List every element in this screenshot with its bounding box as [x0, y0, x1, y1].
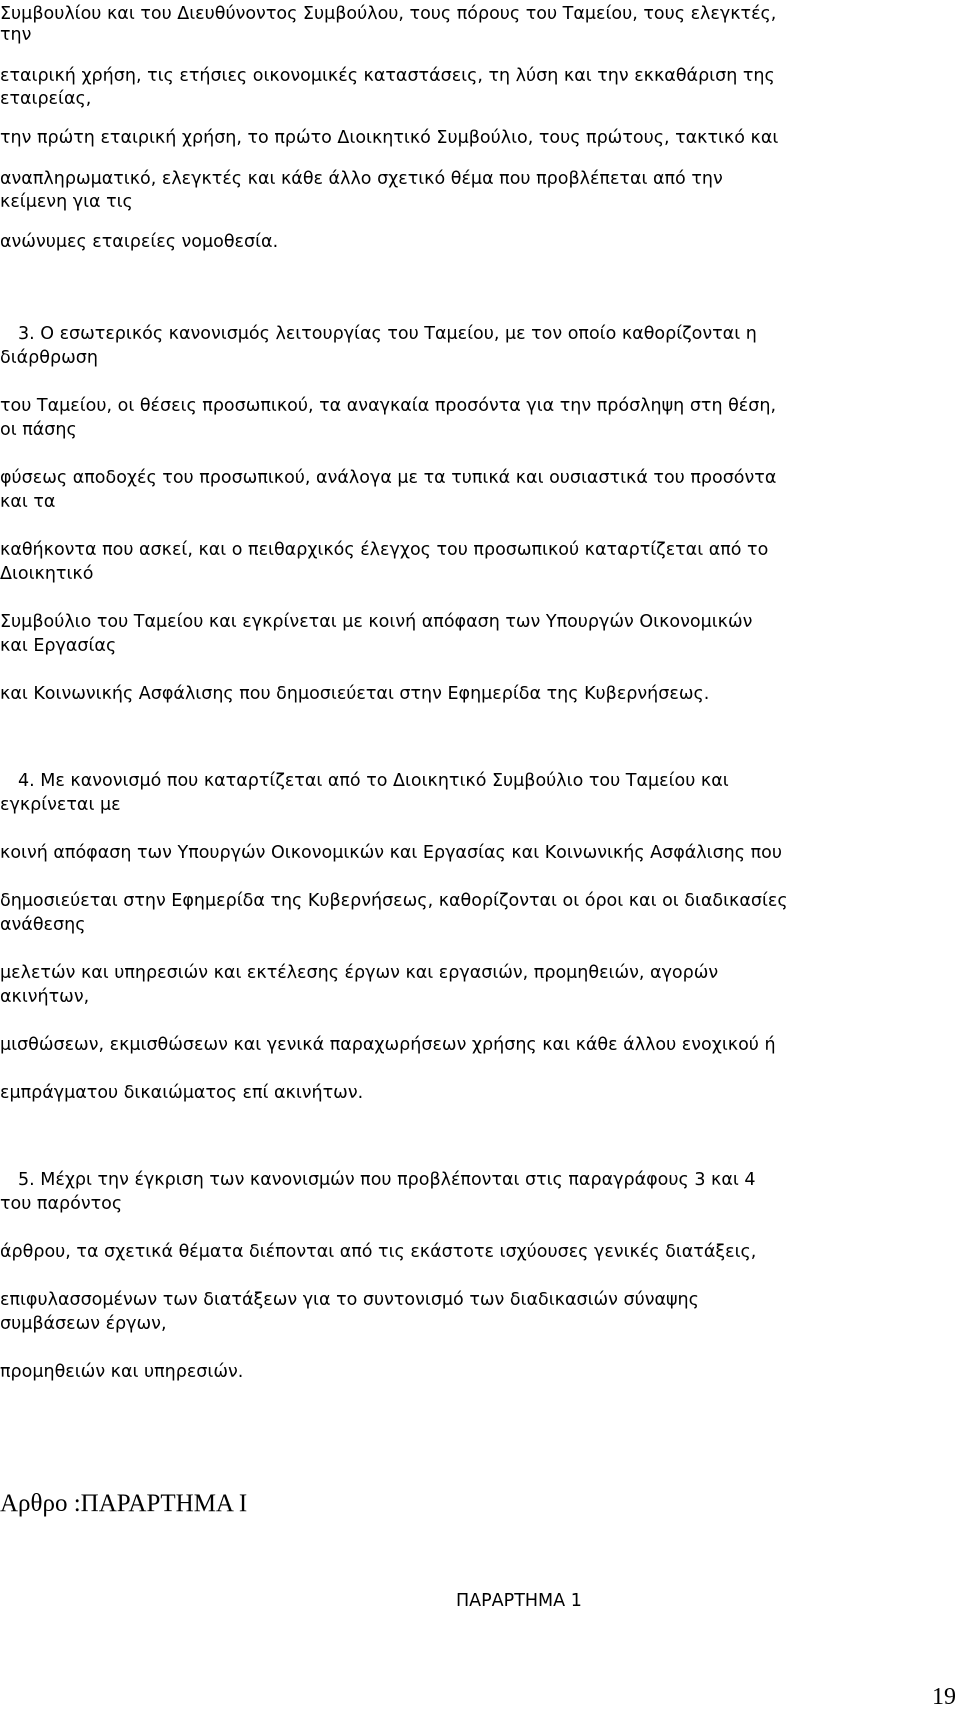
text-line: 4. Με κανονισμό που καταρτίζεται από το Διοικητικό Συμβούλιο του Ταμείου και: [18, 771, 729, 791]
text-line: μισθώσεων, εκμισθώσεων και γενικά παραχωρήσεων χρήσης και κάθε άλλου ενοχικού ή: [0, 1035, 776, 1055]
text-line: ανώνυμες εταιρείες νομοθεσία.: [0, 232, 279, 252]
text-line: μελετών και υπηρεσιών και εκτέλεσης έργων και εργασιών, προμηθειών, αγορών: [0, 963, 719, 983]
text-line: την: [0, 25, 32, 45]
text-line: οι πάσης: [0, 420, 77, 440]
text-line: την πρώτη εταιρική χρήση, το πρώτο Διοικητικό Συμβούλιο, τους πρώτους, τακτικό και: [0, 128, 779, 148]
text-line: δημοσιεύεται στην Εφημερίδα της Κυβερνήσεως, καθορίζονται οι όροι και οι διαδικασίες: [0, 891, 788, 911]
text-line: Διοικητικό: [0, 564, 94, 584]
text-line: του Ταμείου, οι θέσεις προσωπικού, τα αναγκαία προσόντα για την πρόσληψη στη θέση,: [0, 396, 777, 416]
text-line: επιφυλασσομένων των διατάξεων για το συντονισμό των διαδικασιών σύναψης: [0, 1290, 699, 1310]
text-line: και Εργασίας: [0, 636, 117, 656]
page-number: 19: [932, 1684, 956, 1710]
text-line: καθήκοντα που ασκεί, και ο πειθαρχικός έλεγχος του προσωπικού καταρτίζεται από το: [0, 540, 769, 560]
text-line: εμπράγματου δικαιώματος επί ακινήτων.: [0, 1083, 364, 1103]
text-line: εγκρίνεται με: [0, 795, 121, 815]
text-line: άρθρου, τα σχετικά θέματα διέπονται από τις εκάστοτε ισχύουσες γενικές διατάξεις,: [0, 1242, 757, 1262]
text-line: 5. Μέχρι την έγκριση των κανονισμών που προβλέπονται στις παραγράφους 3 και 4: [18, 1170, 756, 1190]
text-line: αναπληρωματικό, ελεγκτές και κάθε άλλο σχετικό θέμα που προβλέπεται από την: [0, 169, 723, 189]
text-line: εταιρείας,: [0, 89, 92, 109]
text-line: Συμβούλιο του Ταμείου και εγκρίνεται με κοινή απόφαση των Υπουργών Οικονομικών: [0, 612, 753, 632]
text-line: και τα: [0, 492, 56, 512]
text-line: και Κοινωνικής Ασφάλισης που δημοσιεύεται στην Εφημερίδα της Κυβερνήσεως.: [0, 684, 710, 704]
text-line: ανάθεσης: [0, 915, 86, 935]
text-line: ακινήτων,: [0, 987, 90, 1007]
text-line: Συμβουλίου και του Διευθύνοντος Συμβούλου, τους πόρους του Ταμείου, τους ελεγκτές,: [0, 4, 777, 24]
text-line: 3. Ο εσωτερικός κανονισμός λειτουργίας του Ταμείου, με τον οποίο καθορίζονται η: [18, 324, 757, 344]
annex-title: ΠΑΡΑΡΤΗΜΑ 1: [456, 1591, 582, 1611]
text-line: εταιρική χρήση, τις ετήσιες οικονομικές καταστάσεις, τη λύση και την εκκαθάριση της: [0, 66, 775, 86]
article-heading: Αρθρο :ΠΑΡΑΡΤΗΜΑ Ι: [0, 1490, 248, 1517]
text-line: προμηθειών και υπηρεσιών.: [0, 1362, 244, 1382]
text-line: του παρόντος: [0, 1194, 123, 1214]
text-line: κείμενη για τις: [0, 192, 133, 212]
text-line: συμβάσεων έργων,: [0, 1314, 167, 1334]
text-line: φύσεως αποδοχές του προσωπικού, ανάλογα με τα τυπικά και ουσιαστικά του προσόντα: [0, 468, 777, 488]
text-line: κοινή απόφαση των Υπουργών Οικονομικών και Εργασίας και Κοινωνικής Ασφάλισης που: [0, 843, 782, 863]
text-line: διάρθρωση: [0, 348, 98, 368]
